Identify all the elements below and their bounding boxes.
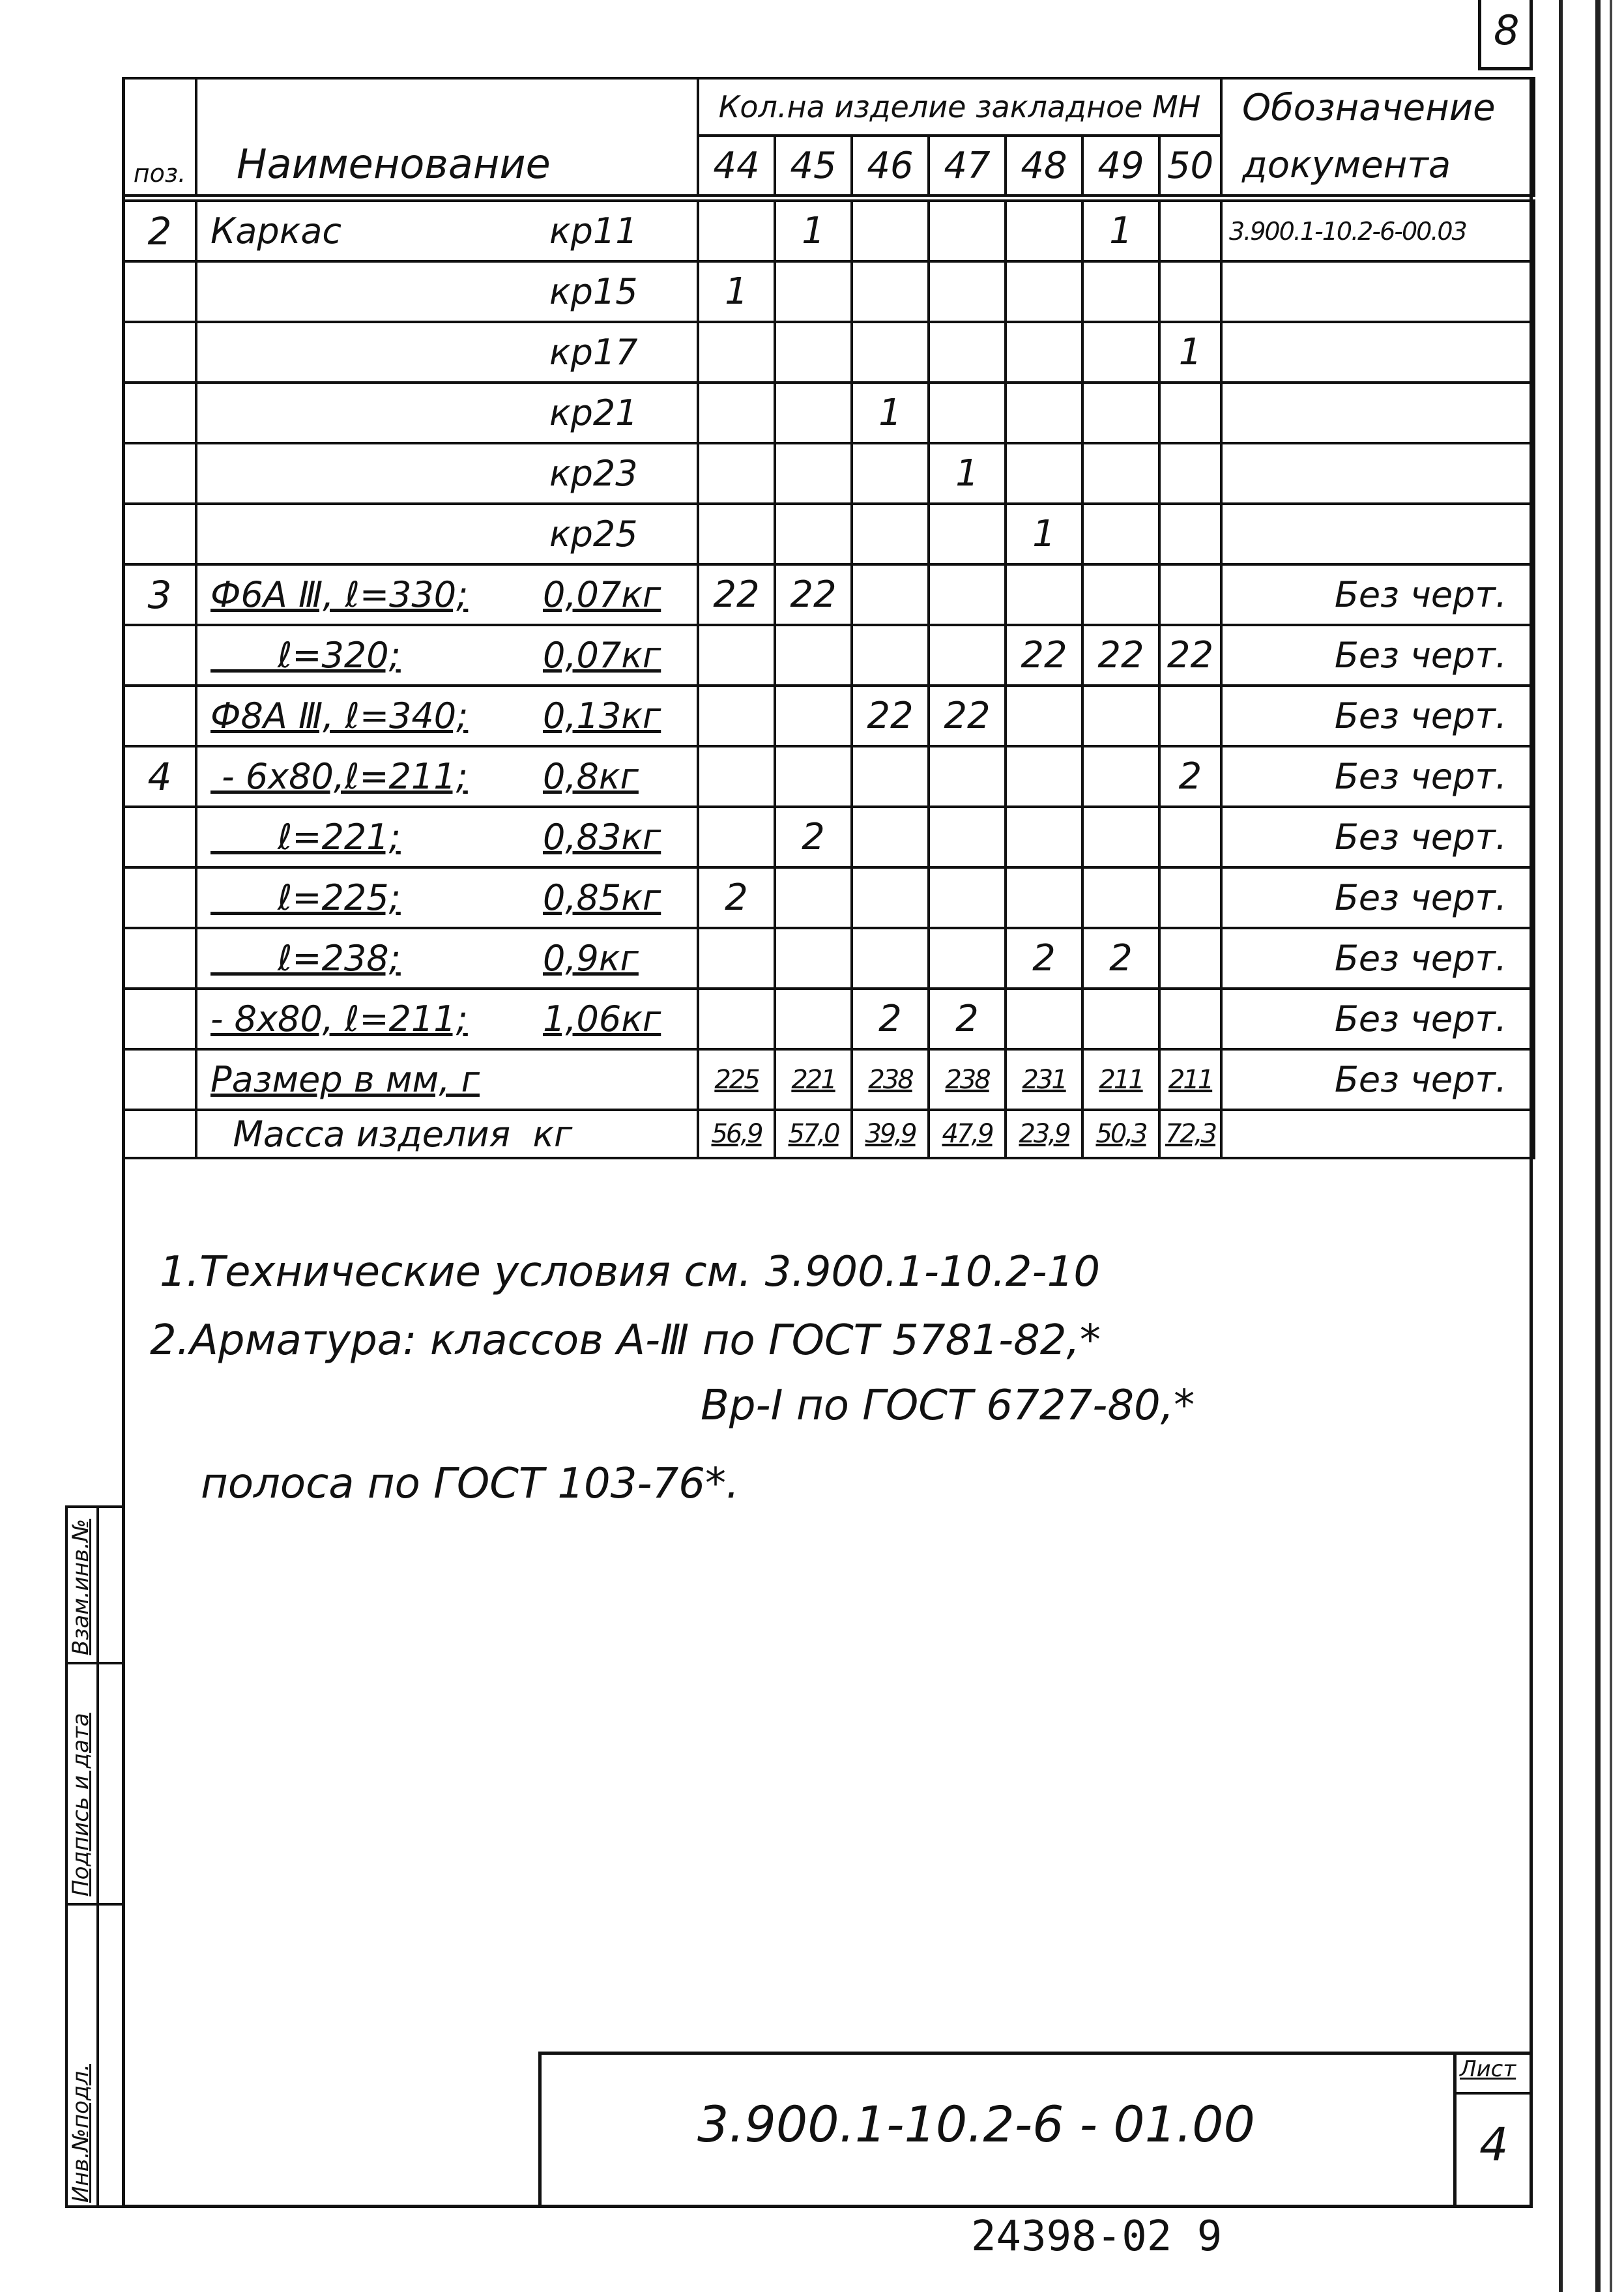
header-doc-1: Обозначение bbox=[1221, 78, 1534, 136]
title-block-divider bbox=[1453, 2052, 1457, 2208]
qty-cell bbox=[1159, 383, 1221, 443]
table-row bbox=[123, 1049, 1534, 1110]
qty-cell bbox=[775, 625, 852, 686]
binding-edge-3 bbox=[1610, 0, 1612, 2292]
row-pos bbox=[123, 807, 196, 867]
row-name-extra: 1,06кг bbox=[543, 998, 661, 1039]
qty-cell bbox=[852, 564, 929, 625]
row-pos bbox=[123, 989, 196, 1049]
qty-cell: 56,9 bbox=[698, 1110, 775, 1158]
row-name bbox=[196, 443, 698, 504]
row-name bbox=[196, 564, 698, 625]
qty-cell: 238 bbox=[929, 1049, 1006, 1110]
qty-cell bbox=[929, 807, 1006, 867]
qty-cell bbox=[1159, 564, 1221, 625]
qty-cell bbox=[1159, 443, 1221, 504]
qty-cell: 211 bbox=[1082, 1049, 1159, 1110]
row-name-main: ℓ=238; bbox=[210, 938, 401, 979]
qty-cell bbox=[775, 322, 852, 383]
qty-cell: 39,9 bbox=[852, 1110, 929, 1158]
qty-cell bbox=[929, 928, 1006, 989]
qty-cell: 22 bbox=[852, 686, 929, 746]
row-pos: 3 bbox=[123, 564, 196, 625]
qty-cell bbox=[1082, 322, 1159, 383]
qty-cell bbox=[929, 564, 1006, 625]
qty-cell: 47,9 bbox=[929, 1110, 1006, 1158]
header-qty-group: Кол.на изделие закладное МН bbox=[698, 78, 1221, 136]
qty-cell bbox=[1159, 504, 1221, 564]
qty-cell bbox=[698, 504, 775, 564]
row-name bbox=[196, 261, 698, 322]
qty-cell bbox=[698, 807, 775, 867]
corner-number: 8 bbox=[1494, 7, 1520, 54]
header-col-44: 44 bbox=[698, 136, 775, 196]
qty-cell bbox=[852, 746, 929, 807]
row-doc: Без черт. bbox=[1221, 564, 1534, 625]
table-row bbox=[123, 443, 1534, 504]
qty-cell bbox=[1006, 443, 1082, 504]
qty-cell bbox=[775, 867, 852, 928]
row-name-extra: 0,07кг bbox=[543, 574, 661, 615]
qty-cell bbox=[929, 504, 1006, 564]
qty-cell bbox=[852, 443, 929, 504]
row-name-main: - 8х80, ℓ=211; bbox=[210, 998, 468, 1039]
qty-cell bbox=[1082, 746, 1159, 807]
row-name bbox=[196, 928, 698, 989]
row-pos bbox=[123, 867, 196, 928]
qty-cell bbox=[775, 443, 852, 504]
qty-cell: 221 bbox=[775, 1049, 852, 1110]
qty-cell bbox=[929, 867, 1006, 928]
table-row bbox=[123, 989, 1534, 1049]
row-name bbox=[196, 383, 698, 443]
qty-cell bbox=[929, 322, 1006, 383]
qty-cell bbox=[929, 201, 1006, 261]
side-stamp-div-1 bbox=[65, 1662, 122, 1664]
row-name-extra: кр15 bbox=[549, 271, 638, 312]
qty-cell bbox=[1006, 746, 1082, 807]
header-col-47: 47 bbox=[929, 136, 1006, 196]
specification-table bbox=[122, 77, 1535, 197]
qty-cell bbox=[1006, 686, 1082, 746]
qty-cell bbox=[1082, 504, 1159, 564]
header-col-50: 50 bbox=[1159, 136, 1221, 196]
qty-cell bbox=[929, 261, 1006, 322]
qty-cell: 238 bbox=[852, 1049, 929, 1110]
qty-cell: 2 bbox=[1159, 746, 1221, 807]
row-doc: Без черт. bbox=[1221, 1049, 1534, 1110]
row-name-extra: кр17 bbox=[549, 332, 638, 373]
header-name: Наименование bbox=[196, 78, 698, 196]
row-name-extra: 0,07кг bbox=[543, 635, 661, 676]
qty-cell bbox=[852, 322, 929, 383]
qty-cell bbox=[1006, 867, 1082, 928]
qty-cell: 22 bbox=[775, 564, 852, 625]
qty-cell bbox=[775, 928, 852, 989]
qty-cell bbox=[775, 504, 852, 564]
header-row-1 bbox=[123, 78, 1534, 136]
row-doc bbox=[1221, 1110, 1534, 1158]
row-name-main: ℓ=320; bbox=[210, 635, 401, 676]
table-row bbox=[123, 383, 1534, 443]
row-pos bbox=[123, 383, 196, 443]
qty-cell: 1 bbox=[929, 443, 1006, 504]
qty-cell bbox=[1159, 807, 1221, 867]
row-name bbox=[196, 504, 698, 564]
qty-cell: 2 bbox=[698, 867, 775, 928]
qty-cell bbox=[775, 383, 852, 443]
row-pos bbox=[123, 443, 196, 504]
qty-cell bbox=[698, 625, 775, 686]
qty-cell bbox=[1006, 322, 1082, 383]
row-doc bbox=[1221, 504, 1534, 564]
row-doc bbox=[1221, 322, 1534, 383]
qty-cell bbox=[852, 867, 929, 928]
row-name bbox=[196, 1110, 698, 1158]
row-name-main: Ф6А Ⅲ, ℓ=330; bbox=[210, 574, 469, 615]
qty-cell bbox=[852, 504, 929, 564]
qty-cell bbox=[775, 989, 852, 1049]
table-row bbox=[123, 261, 1534, 322]
qty-cell bbox=[1082, 686, 1159, 746]
table-row bbox=[123, 928, 1534, 989]
row-name-extra: 0,83кг bbox=[543, 817, 661, 858]
qty-cell: 22 bbox=[1159, 625, 1221, 686]
qty-cell: 1 bbox=[775, 201, 852, 261]
table-row bbox=[123, 201, 1534, 261]
side-stamp-inner bbox=[96, 1505, 99, 2208]
qty-cell bbox=[698, 989, 775, 1049]
row-name bbox=[196, 686, 698, 746]
sheet-number: 4 bbox=[1479, 2118, 1509, 2171]
table-row bbox=[123, 1110, 1534, 1158]
row-name bbox=[196, 625, 698, 686]
qty-cell bbox=[698, 322, 775, 383]
qty-cell bbox=[698, 201, 775, 261]
table-row bbox=[123, 686, 1534, 746]
title-block-sheet-line bbox=[1453, 2092, 1533, 2095]
row-name-main: - 6х80,ℓ=211; bbox=[210, 756, 468, 797]
side-label-replace: Взам.инв.№ bbox=[68, 1518, 94, 1655]
row-pos bbox=[123, 322, 196, 383]
row-name-main: Размер в мм, г bbox=[210, 1059, 480, 1100]
qty-cell: 2 bbox=[1006, 928, 1082, 989]
table-row bbox=[123, 504, 1534, 564]
row-pos bbox=[123, 1110, 196, 1158]
row-doc: Без черт. bbox=[1221, 686, 1534, 746]
qty-cell: 57,0 bbox=[775, 1110, 852, 1158]
row-name-main: Масса изделия кг bbox=[210, 1113, 573, 1155]
qty-cell: 1 bbox=[1159, 322, 1221, 383]
qty-cell bbox=[852, 201, 929, 261]
qty-cell bbox=[1082, 807, 1159, 867]
qty-cell bbox=[1082, 443, 1159, 504]
qty-cell: 23,9 bbox=[1006, 1110, 1082, 1158]
row-name-main: ℓ=221; bbox=[210, 817, 401, 858]
qty-cell: 2 bbox=[929, 989, 1006, 1049]
row-doc bbox=[1221, 383, 1534, 443]
row-name-extra: кр11 bbox=[549, 210, 638, 252]
qty-cell: 1 bbox=[1082, 201, 1159, 261]
note-4: полоса по ГОСТ 103-76*. bbox=[201, 1460, 740, 1508]
qty-cell bbox=[1006, 989, 1082, 1049]
qty-cell bbox=[775, 746, 852, 807]
qty-cell: 50,3 bbox=[1082, 1110, 1159, 1158]
row-name bbox=[196, 322, 698, 383]
qty-cell bbox=[929, 625, 1006, 686]
row-name-extra: 0,9кг bbox=[543, 938, 639, 979]
qty-cell bbox=[775, 261, 852, 322]
row-doc: Без черт. bbox=[1221, 928, 1534, 989]
qty-cell: 211 bbox=[1159, 1049, 1221, 1110]
rows-table bbox=[122, 199, 1535, 1159]
qty-cell bbox=[1082, 867, 1159, 928]
binding-edge-2 bbox=[1595, 0, 1601, 2292]
qty-cell: 22 bbox=[1006, 625, 1082, 686]
qty-cell bbox=[698, 443, 775, 504]
qty-cell: 225 bbox=[698, 1049, 775, 1110]
qty-cell: 1 bbox=[1006, 504, 1082, 564]
qty-cell bbox=[1082, 383, 1159, 443]
row-name-extra: кр21 bbox=[549, 392, 638, 433]
header-pos: поз. bbox=[123, 78, 196, 196]
table-row bbox=[123, 625, 1534, 686]
qty-cell bbox=[1006, 261, 1082, 322]
note-1: 1.Технические условия см. 3.900.1-10.2-10 bbox=[160, 1248, 1101, 1296]
qty-cell bbox=[852, 625, 929, 686]
qty-cell: 22 bbox=[698, 564, 775, 625]
qty-cell bbox=[1082, 564, 1159, 625]
row-name-extra: кр25 bbox=[549, 514, 638, 555]
row-doc bbox=[1221, 443, 1534, 504]
qty-cell: 22 bbox=[929, 686, 1006, 746]
row-name-main: Ф8А Ⅲ, ℓ=340; bbox=[210, 695, 469, 736]
qty-cell bbox=[698, 928, 775, 989]
qty-cell bbox=[775, 686, 852, 746]
qty-cell bbox=[1159, 928, 1221, 989]
row-name-extra: 0,8кг bbox=[543, 756, 639, 797]
note-3: Вр-Ⅰ по ГОСТ 6727-80,* bbox=[701, 1382, 1195, 1430]
header-col-45: 45 bbox=[775, 136, 852, 196]
row-name-extra: 0,13кг bbox=[543, 695, 661, 736]
row-doc: Без черт. bbox=[1221, 625, 1534, 686]
qty-cell bbox=[929, 746, 1006, 807]
qty-cell: 1 bbox=[698, 261, 775, 322]
qty-cell: 231 bbox=[1006, 1049, 1082, 1110]
row-pos bbox=[123, 625, 196, 686]
qty-cell bbox=[1006, 564, 1082, 625]
row-name-extra: кр23 bbox=[549, 453, 638, 494]
qty-cell: 72,3 bbox=[1159, 1110, 1221, 1158]
qty-cell bbox=[698, 746, 775, 807]
row-doc: Без черт. bbox=[1221, 807, 1534, 867]
archive-code: 24398-02 9 bbox=[971, 2212, 1223, 2261]
header-col-46: 46 bbox=[852, 136, 929, 196]
row-pos bbox=[123, 504, 196, 564]
qty-cell bbox=[1006, 807, 1082, 867]
table-row bbox=[123, 746, 1534, 807]
row-doc: Без черт. bbox=[1221, 989, 1534, 1049]
header-col-49: 49 bbox=[1082, 136, 1159, 196]
qty-cell: 2 bbox=[852, 989, 929, 1049]
qty-cell bbox=[1159, 261, 1221, 322]
qty-cell bbox=[1006, 383, 1082, 443]
row-pos bbox=[123, 686, 196, 746]
qty-cell bbox=[1159, 867, 1221, 928]
side-label-sign: Подпись и дата bbox=[68, 1713, 94, 1896]
row-name bbox=[196, 867, 698, 928]
qty-cell bbox=[852, 928, 929, 989]
row-pos: 4 bbox=[123, 746, 196, 807]
row-name bbox=[196, 746, 698, 807]
qty-cell bbox=[1082, 989, 1159, 1049]
row-pos bbox=[123, 928, 196, 989]
qty-cell: 1 bbox=[852, 383, 929, 443]
qty-cell bbox=[1159, 686, 1221, 746]
qty-cell bbox=[852, 261, 929, 322]
row-doc: Без черт. bbox=[1221, 746, 1534, 807]
row-name bbox=[196, 989, 698, 1049]
row-name bbox=[196, 1049, 698, 1110]
table-row bbox=[123, 807, 1534, 867]
row-pos: 2 bbox=[123, 201, 196, 261]
row-doc bbox=[1221, 261, 1534, 322]
table-row bbox=[123, 322, 1534, 383]
row-name-main: ℓ=225; bbox=[210, 877, 401, 918]
qty-cell bbox=[698, 686, 775, 746]
header-col-48: 48 bbox=[1006, 136, 1082, 196]
row-name bbox=[196, 807, 698, 867]
table-row bbox=[123, 564, 1534, 625]
note-2: 2.Арматура: классов А-Ⅲ по ГОСТ 5781-82,* bbox=[150, 1316, 1101, 1365]
row-pos bbox=[123, 1049, 196, 1110]
row-doc: Без черт. bbox=[1221, 867, 1534, 928]
qty-cell: 22 bbox=[1082, 625, 1159, 686]
row-name bbox=[196, 201, 698, 261]
header-doc-2: документа bbox=[1221, 136, 1534, 196]
qty-cell: 2 bbox=[1082, 928, 1159, 989]
drawing-designation: 3.900.1-10.2-6 - 01.00 bbox=[697, 2095, 1255, 2153]
binding-edge bbox=[1559, 0, 1563, 2292]
qty-cell bbox=[929, 383, 1006, 443]
qty-cell bbox=[852, 807, 929, 867]
row-doc: 3.900.1-10.2-6-00.03 bbox=[1221, 201, 1534, 261]
qty-cell bbox=[1159, 201, 1221, 261]
qty-cell bbox=[698, 383, 775, 443]
qty-cell bbox=[1006, 201, 1082, 261]
qty-cell: 2 bbox=[775, 807, 852, 867]
qty-cell bbox=[1082, 261, 1159, 322]
table-row bbox=[123, 867, 1534, 928]
qty-cell bbox=[1159, 989, 1221, 1049]
side-label-inv: Инв.№подл. bbox=[68, 2064, 94, 2203]
sheet-label: Лист bbox=[1460, 2056, 1516, 2082]
row-pos bbox=[123, 261, 196, 322]
row-name-extra: 0,85кг bbox=[543, 877, 661, 918]
side-stamp-div-2 bbox=[65, 1903, 122, 1906]
row-name-main: Каркас bbox=[210, 210, 342, 252]
